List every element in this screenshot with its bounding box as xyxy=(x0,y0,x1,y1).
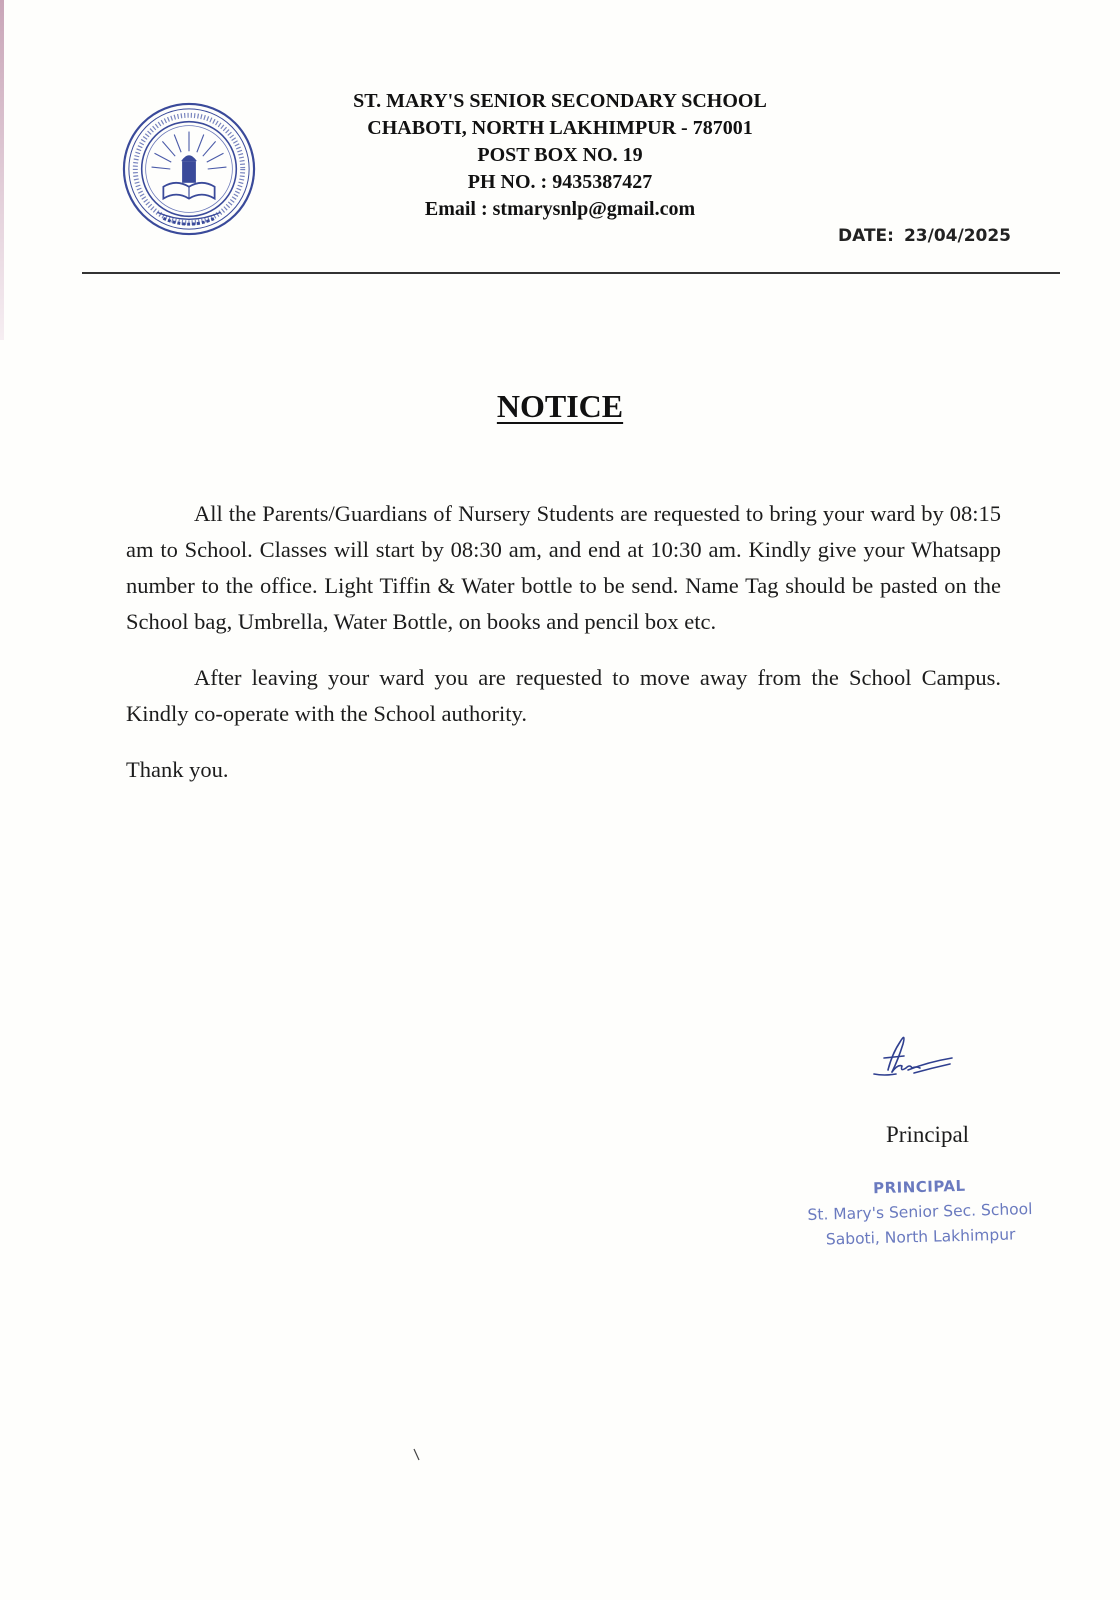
email-address: Email : stmarysnlp@gmail.com xyxy=(424,198,696,220)
notice-paragraph: All the Parents/Guardians of Nursery Students are requested to bring your ward by 08:15 am to School. Classes will start by 08:30 am, and end at 10:30 am. Kindly give your Whatsapp number to the office. Light Tiffin & Water bottle to be send. Name Tag should be pasted on the School bag, Umbrella, Water Bottle, on books and pencil box etc. xyxy=(126,501,1001,634)
school-address: CHABOTI, NORTH LAKHIMPUR - 787001 xyxy=(367,117,753,139)
scan-edge xyxy=(0,0,4,340)
signature-icon xyxy=(870,1024,970,1092)
phone-number: PH NO. : 9435387427 xyxy=(467,171,653,193)
stamp-title: PRINCIPAL xyxy=(872,1176,966,1198)
notice-body xyxy=(126,496,1001,808)
signatory-title: Principal xyxy=(886,1122,970,1147)
post-box: POST BOX NO. 19 xyxy=(477,144,643,166)
closing-line: Thank you. xyxy=(126,757,229,782)
header-divider xyxy=(82,272,1060,274)
school-crest-logo-icon xyxy=(120,98,258,240)
date-value: 23/04/2025 xyxy=(903,226,1012,246)
stamp-school: St. Mary's Senior Sec. School xyxy=(807,1200,1033,1224)
date-label: DATE: xyxy=(838,226,894,246)
notice-title: NOTICE xyxy=(496,388,624,424)
principal-stamp xyxy=(769,1171,1071,1254)
stray-pen-mark xyxy=(412,1448,422,1462)
date-line xyxy=(838,226,1011,246)
school-name: ST. MARY'S SENIOR SECONDARY SCHOOL xyxy=(353,90,767,112)
notice-paragraph: After leaving your ward you are requested to move away from the School Campus. Kindly co-operate with the School authority. xyxy=(126,665,1001,726)
stamp-location: Saboti, North Lakhimpur xyxy=(825,1225,1016,1249)
school-letterhead xyxy=(300,88,820,223)
